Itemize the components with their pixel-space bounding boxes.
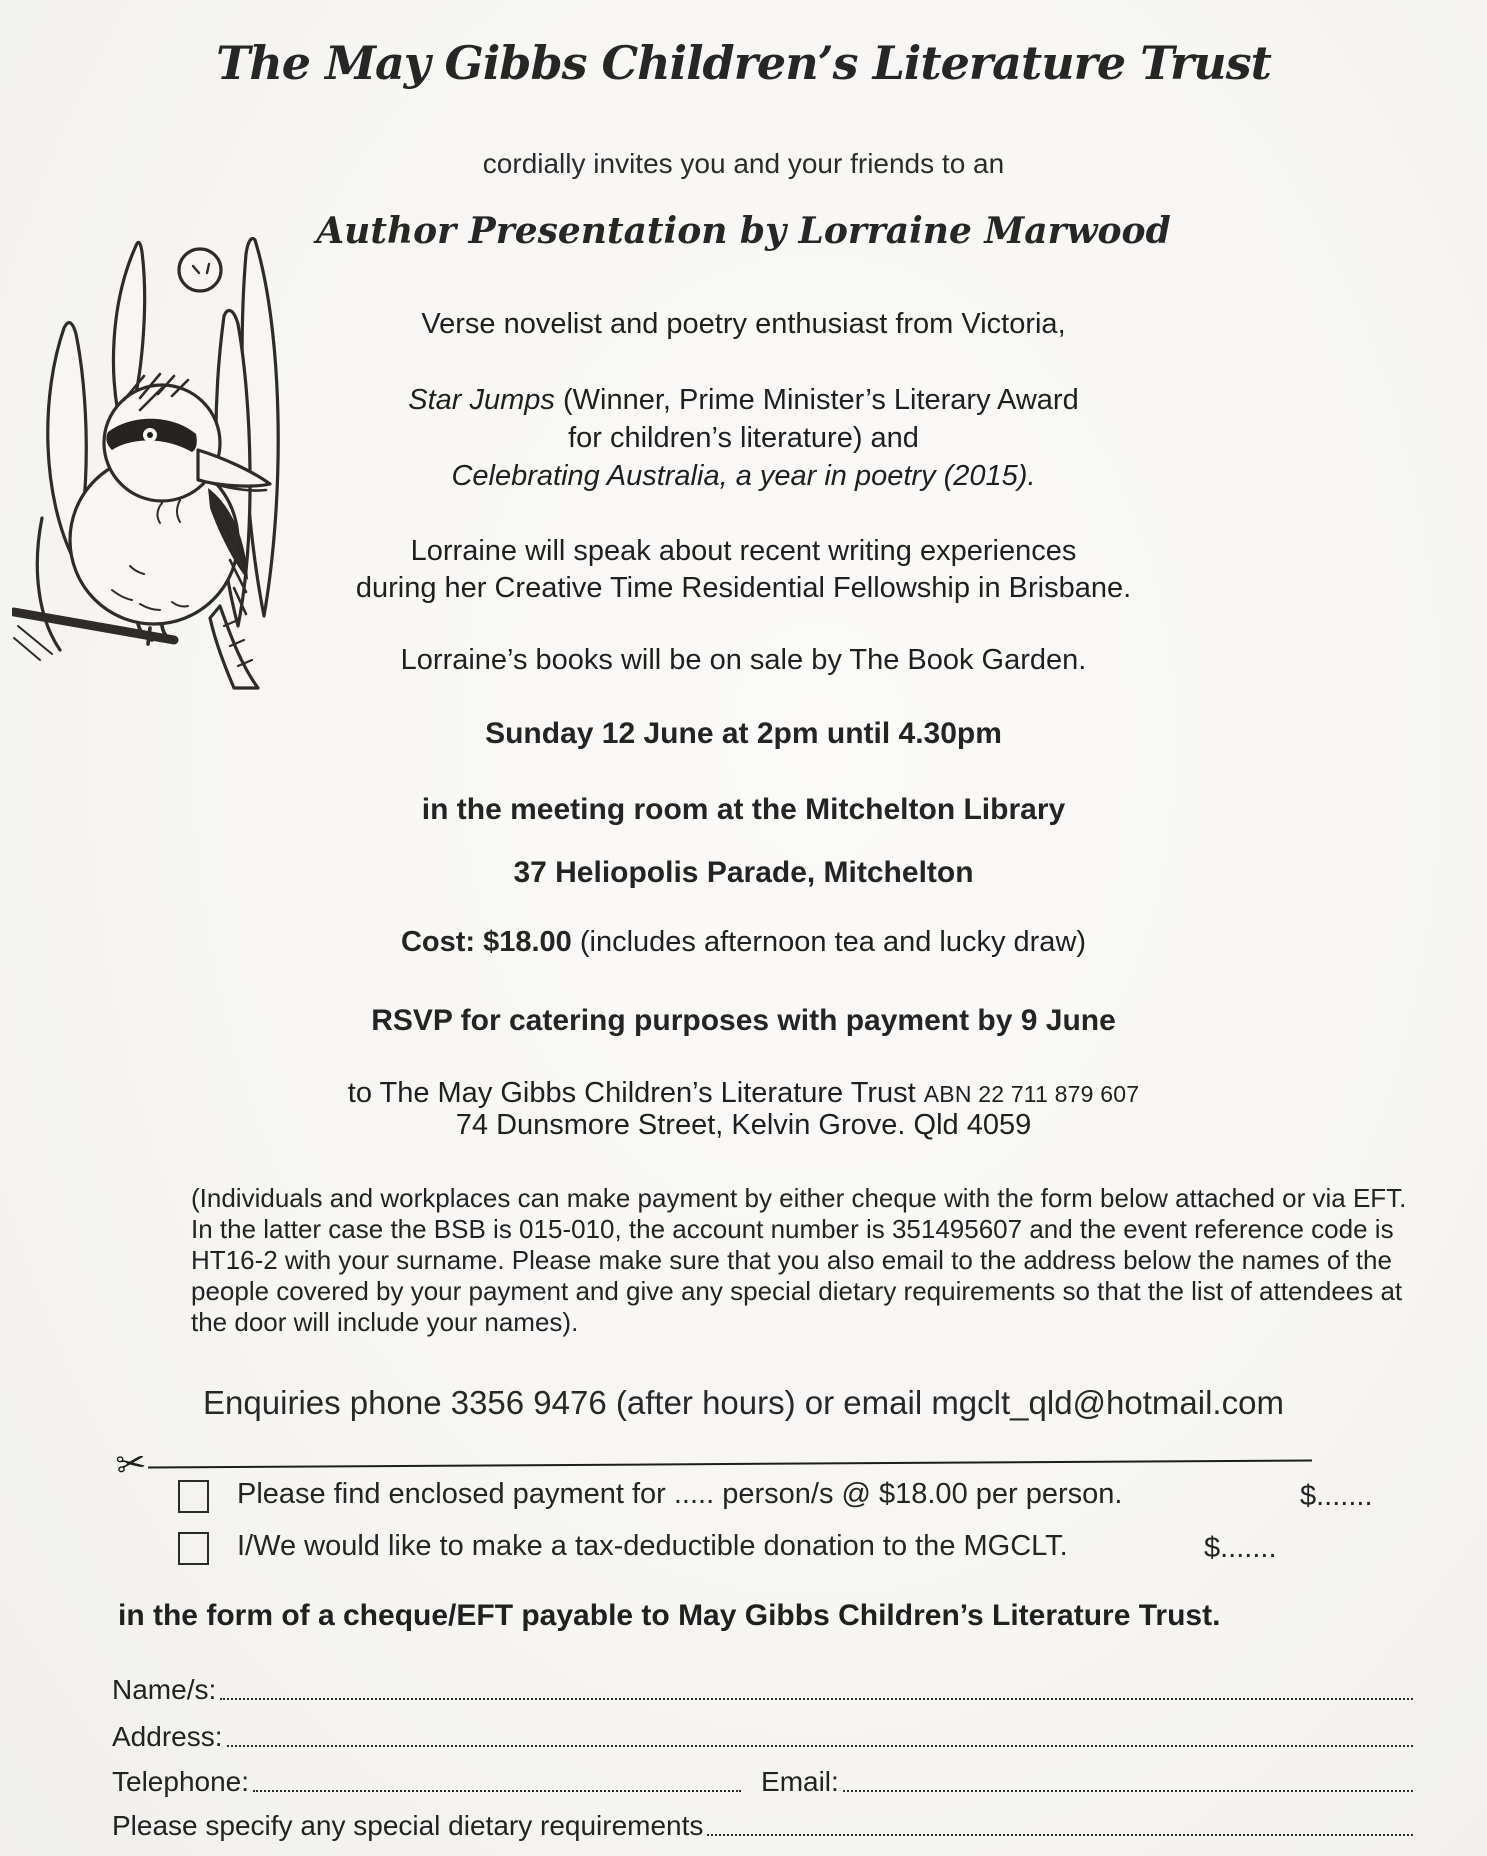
email-fill-line [843, 1766, 1413, 1792]
payable-line: in the form of a cheque/EFT payable to May Gibbs Children’s Literature Trust. [118, 1599, 1221, 1632]
page-title: The May Gibbs Children’s Literature Trust [216, 36, 1271, 90]
event-title: Author Presentation by Lorraine Marwood [316, 210, 1171, 252]
telephone-label: Telephone: [112, 1766, 250, 1797]
books-block [0, 381, 1487, 495]
dietary-label: Please specify any special dietary requirements [112, 1810, 704, 1841]
speak-line2: during her Creative Time Residential Fellowship in Brisbane. [355, 572, 1132, 604]
book1-line: Star Jumps (Winner, Prime Minister’s Literary Award [408, 384, 1079, 416]
telephone-fill-line [253, 1766, 741, 1792]
book1-line2: for children’s literature) and [568, 422, 919, 454]
invite-line: cordially invites you and your friends to an [482, 148, 1005, 179]
book2-line [0, 457, 1487, 495]
names-label: Name/s: [112, 1674, 217, 1705]
donation-label: I/We would like to make a tax-deductible donation to the MGCLT. [237, 1530, 1068, 1562]
payto-line: to The May Gibbs Children’s Literature Trust ABN 22 711 879 607 [347, 1077, 1140, 1109]
book2-title: Celebrating Australia, a year in poetry (2015). [451, 460, 1036, 492]
scissors-icon: ✂ [113, 1441, 149, 1486]
address-label: Address: [112, 1721, 223, 1752]
names-field-row [112, 1674, 1415, 1706]
event-datetime: Sunday 12 June at 2pm until 4.30pm [485, 717, 1002, 750]
author-description: Verse novelist and poetry enthusiast from Victoria, [421, 308, 1066, 340]
payment-note: (Individuals and workplaces can make payment by either cheque with the form below attached or via EFT. In the latter case the BSB is 015-010, the account number is 351495607 and the event reference code is HT16-2 with your surname. Please make sure that you also email to the address below the names of the people covered by your payment and give any special dietary requirements so that the list of attendees at the door will include your names). [191, 1183, 1407, 1337]
book1-title: Star Jumps [408, 384, 555, 416]
dietary-field-row [112, 1810, 1415, 1842]
payment-enclosed-row [178, 1478, 1122, 1513]
trust-address: 74 Dunsmore Street, Kelvin Grove. Qld 4059 [455, 1109, 1032, 1141]
donation-checkbox[interactable] [178, 1532, 209, 1565]
payment-amount-blank: $....... [1300, 1480, 1373, 1512]
dietary-fill-line [707, 1810, 1413, 1836]
donation-row [178, 1530, 1068, 1565]
rsvp-line: RSVP for catering purposes with payment by 9 June [371, 1004, 1116, 1037]
books-sale-line: Lorraine’s books will be on sale by The Book Garden. [400, 644, 1087, 676]
cost-amount: Cost: $18.00 [400, 926, 572, 958]
enquiries-line: Enquiries phone 3356 9476 (after hours) or email mgclt_qld@hotmail.com [203, 1384, 1284, 1421]
donation-amount-blank: $....... [1204, 1532, 1277, 1564]
cost-line: Cost: $18.00 (includes afternoon tea and lucky draw) [400, 926, 1087, 958]
gumnut [179, 249, 221, 291]
phone-field-row [112, 1766, 1415, 1798]
email-label: Email: [761, 1766, 839, 1797]
cut-rule [148, 1459, 1312, 1468]
address-fill-line [227, 1721, 1414, 1747]
abn-number: ABN 22 711 879 607 [923, 1081, 1140, 1107]
event-street: 37 Heliopolis Parade, Mitchelton [513, 856, 974, 889]
event-venue: in the meeting room at the Mitchelton Library [421, 793, 1066, 826]
cut-line [113, 1441, 1312, 1486]
address-field-row [112, 1721, 1415, 1753]
speak-line1: Lorraine will speak about recent writing experiences [410, 535, 1077, 567]
speak-block [0, 533, 1487, 607]
payment-enclosed-checkbox[interactable] [178, 1480, 209, 1513]
payment-enclosed-label: Please find enclosed payment for ..... person/s @ $18.00 per person. [237, 1478, 1123, 1510]
names-fill-line [220, 1674, 1413, 1700]
